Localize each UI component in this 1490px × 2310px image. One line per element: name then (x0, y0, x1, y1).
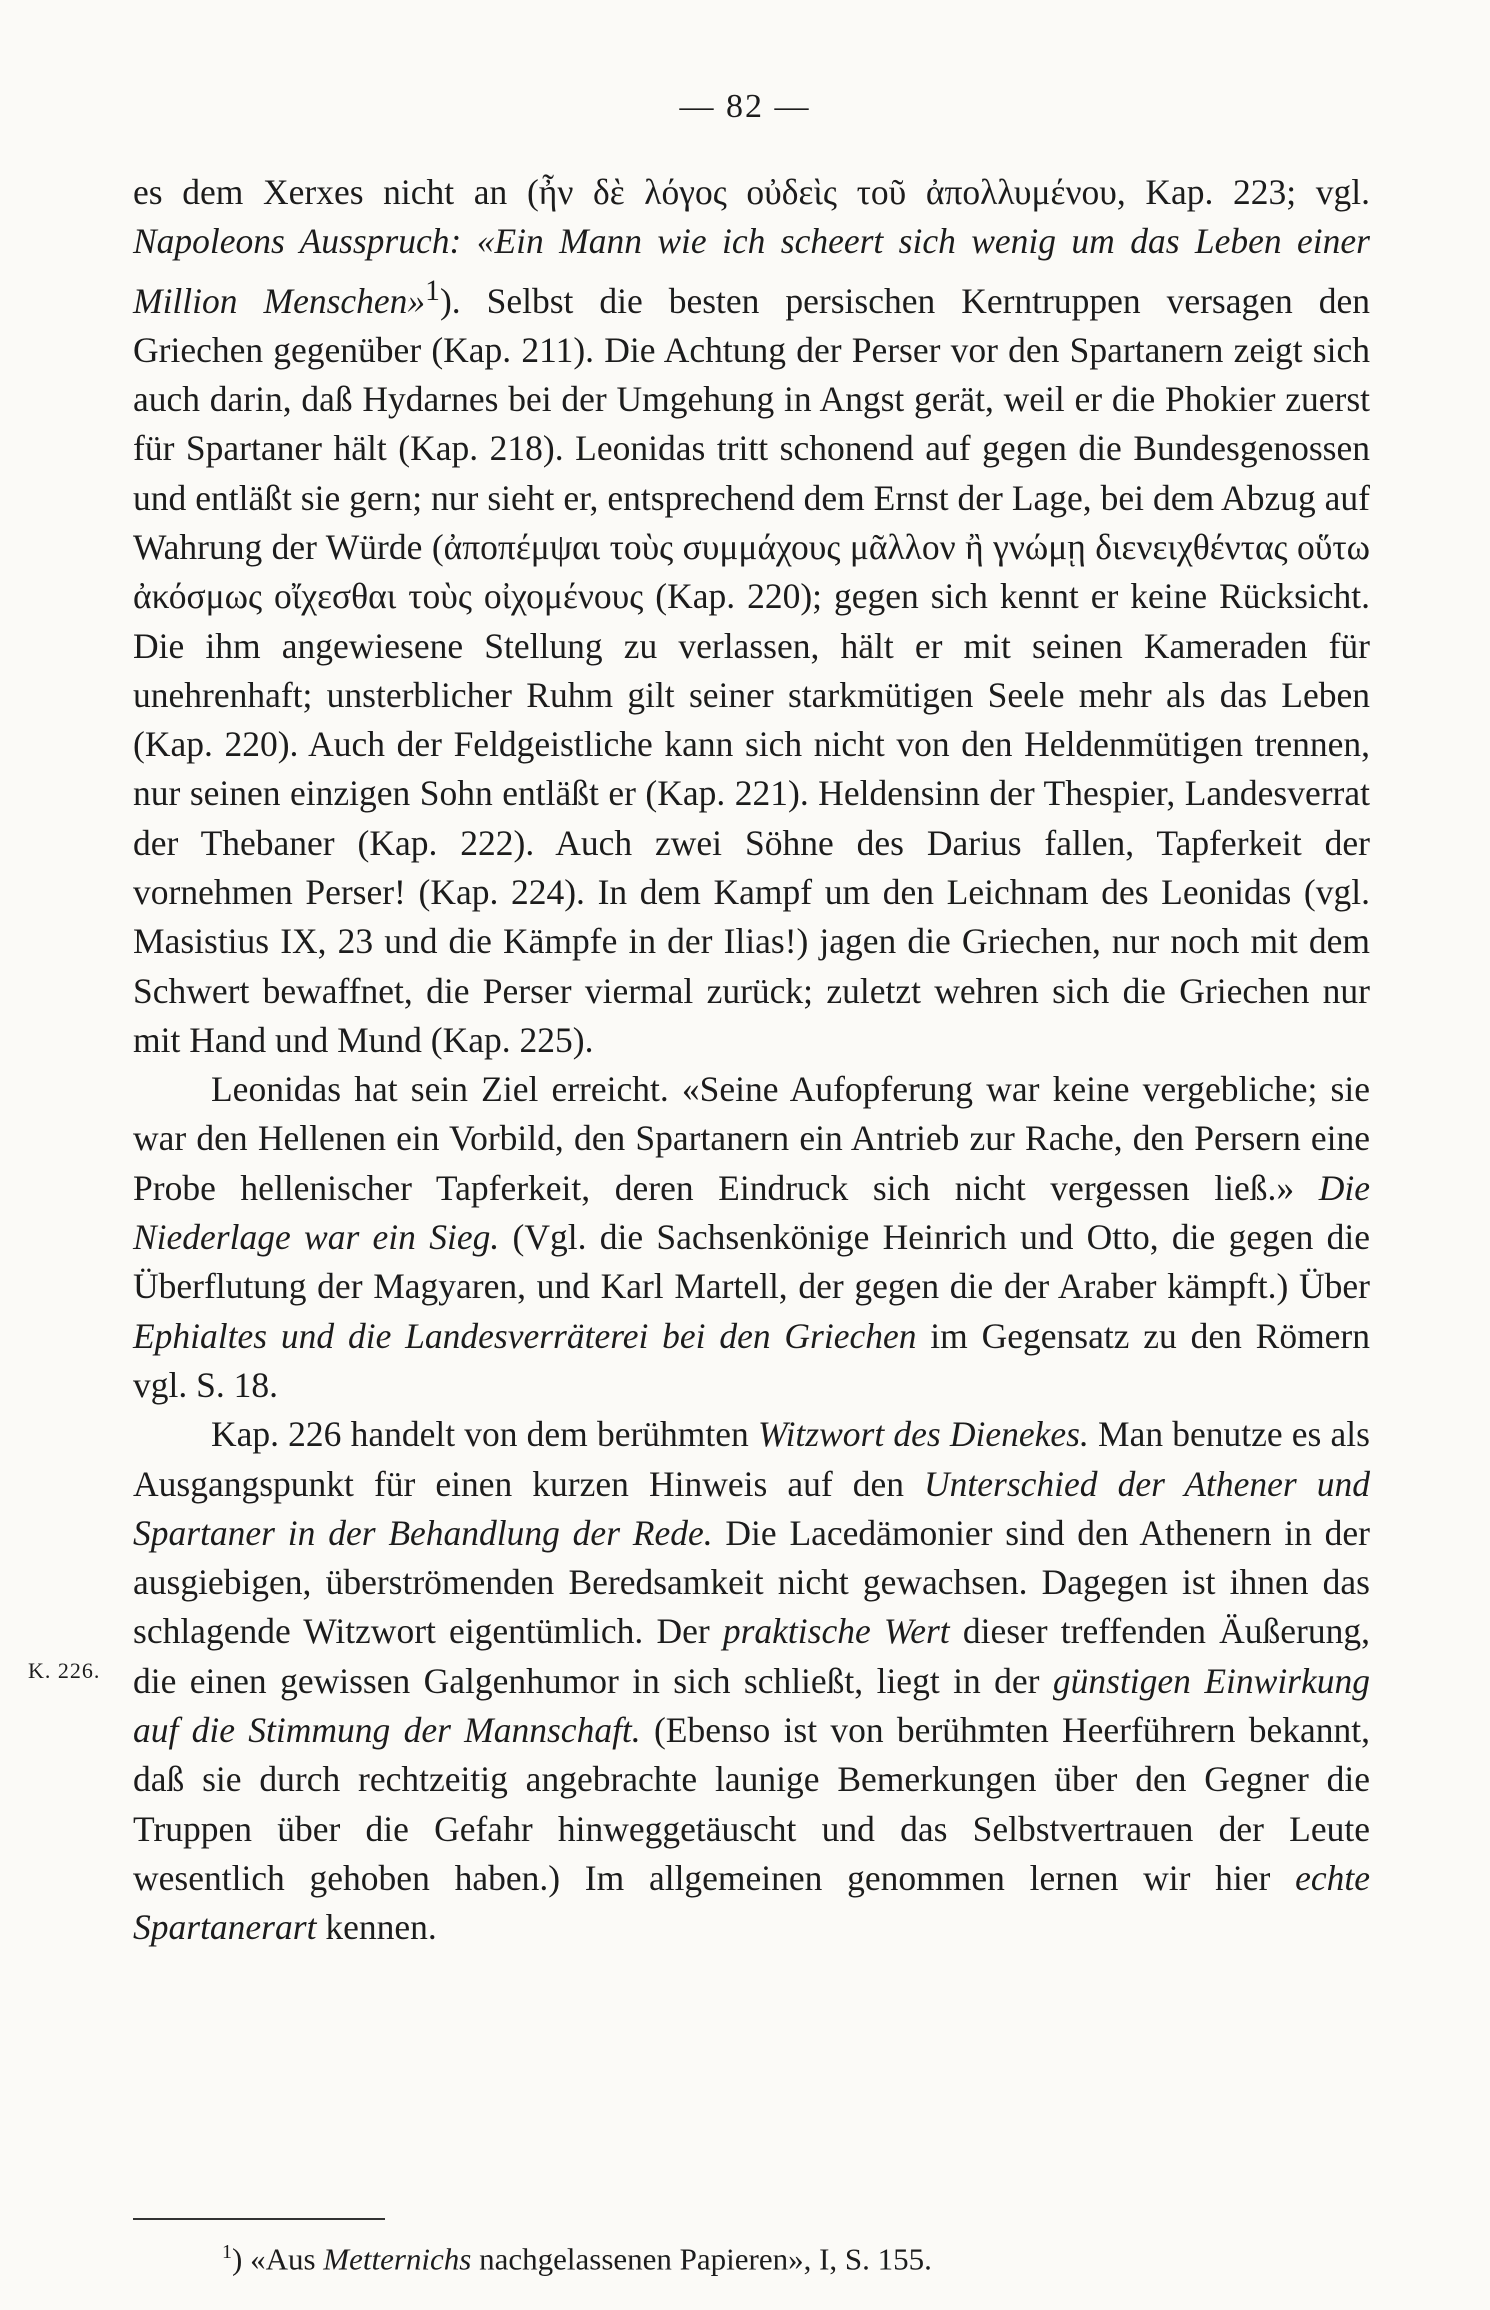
margin-note: K. 226. (28, 1658, 101, 1683)
paragraph-3 (133, 1410, 1370, 1952)
paragraph-2-run: Die Niederlage war ein Sieg. (133, 1167, 1370, 1258)
footnote-run: Metternichs (323, 2241, 472, 2277)
body-text (133, 168, 1370, 1953)
paragraph-3-run: Die Lacedämonier sind den Athenern in der ausgiebigen, überströmenden Beredsamkeit nicht gewachsen. Dagegen ist ihnen das schlagende Witzwort eigentümlich. Der (133, 1512, 1370, 1652)
paragraph-1-run: Napoleons Ausspruch: «Ein Mann wie ich scheert sich wenig um das Leben einer Million Menschen» (133, 221, 1370, 321)
paragraph-2-run: Leonidas hat sein Ziel erreicht. «Seine Aufopferung war keine vergebliche; sie war den Hellenen ein Vorbild, den Spartanern ein Antrieb zur Rache, den Persern eine Probe hellenischer Tapferkeit, deren Eindruck sich nicht vergessen ließ.» (133, 1069, 1370, 1208)
paragraph-2-run: Ephialtes und die Landesverräterei bei den Griechen (133, 1315, 917, 1356)
paragraph-3-run: kennen. (316, 1907, 437, 1948)
paragraph-2 (133, 1065, 1370, 1410)
paragraph-1 (133, 168, 1370, 1065)
paragraph-2-run: im Gegensatz zu den Römern vgl. S. 18. (133, 1315, 1371, 1405)
paragraph-2-run: (Vgl. die Sachsenkönige Heinrich und Otto, die gegen die Überflutung der Magyaren, und Karl Martell, der gegen die der Araber kämpft.) Über (133, 1217, 1370, 1307)
page-number: — 82 — (679, 88, 811, 125)
paragraph-3-run: echte Spartanerart (133, 1857, 1370, 1948)
paragraph-3-run: günstigen Einwirkung auf die Stimmung der Mannschaft. (133, 1660, 1370, 1751)
paragraph-1-run: ). Selbst die besten persischen Kerntruppen versagen den Griechen gegenüber (Kap. 211). Die Achtung der Perser vor den Spartanern zeigt sich auch darin, daß Hydarnes bei der Umgehung in Angst gerät, weil er die Phokier zuerst für Spartaner hält (Kap. 218). Leonidas tritt schonend auf gegen die Bundesgenossen und entläßt sie gern; nur sieht er, entsprechend dem Ernst der Lage, bei dem Abzug auf Wahrung der Würde (ἀποπέμψαι τοὺς συμμάχους μᾶλλον ἢ γνώμῃ διενειχθέντας οὕτω ἀκόσμως οἴχεσθαι τοὺς οἰχομένους (Kap. 220); gegen sich kennt er keine Rücksicht. Die ihm angewiesene Stellung zu verlassen, hält er mit seinen Kameraden für unehrenhaft; unsterblicher Ruhm gilt seiner starkmütigen Seele mehr als das Leben (Kap. 220). Auch der Feldgeistliche kann sich nicht von den Heldenmütigen trennen, nur seinen einzigen Sohn entläßt er (Kap. 221). Heldensinn der Thespier, Landesverrat der Thebaner (Kap. 222). Auch zwei Söhne des Darius fallen, Tapferkeit der vornehmen Perser! (Kap. 224). In dem Kampf um den Leichnam des Leonidas (vgl. Masistius IX, 23 und die Kämpfe in der Ilias!) jagen die Griechen, nur noch mit dem Schwert bewaffnet, die Perser viermal zurück; zuletzt wehren sich die Griechen nur mit Hand und Mund (Kap. 225). (133, 280, 1370, 1060)
paragraph-1-run: es dem Xerxes nicht an (ἦν δὲ λόγος οὐδεὶς τοῦ ἀπολλυμένου, Kap. 223; vgl. (133, 172, 1370, 212)
footnote-run: 1 (222, 2241, 232, 2263)
paragraph-3-run: (Ebenso ist von berühmten Heerführern bekannt, daß sie durch rechtzeitig angebrachte launige Bemerkungen über den Gegner die Truppen über die Gefahr hinweggetäuscht und das Selbstvertrauen der Leute wesentlich gehoben haben.) Im allgemeinen genommen lernen wir hier (133, 1710, 1370, 1898)
paragraph-3-run: Kap. 226 handelt von dem berühmten (211, 1414, 758, 1455)
footnote-rule (133, 2218, 385, 2220)
paragraph-3-run: dieser treffenden Äußerung, die einen gewissen Galgenhumor in sich schließt, liegt in der (133, 1611, 1370, 1701)
footnote-run: nachgelassenen Papieren», I, S. 155. (471, 2241, 932, 2277)
footnote-run: ) «Aus (232, 2241, 324, 2277)
paragraph-1-run: 1 (425, 274, 440, 307)
paragraph-3-run: Unterschied der Athener und Spartaner in der Behandlung der Rede. (133, 1463, 1370, 1553)
paragraph-3-run: praktische Wert (722, 1611, 950, 1652)
paragraph-3-run: Man benutze es als Ausgangspunkt für einen kurzen Hinweis auf den (133, 1414, 1370, 1504)
footnote (222, 2232, 1322, 2279)
paragraph-3-run: Witzwort des Dienekes. (757, 1414, 1089, 1455)
